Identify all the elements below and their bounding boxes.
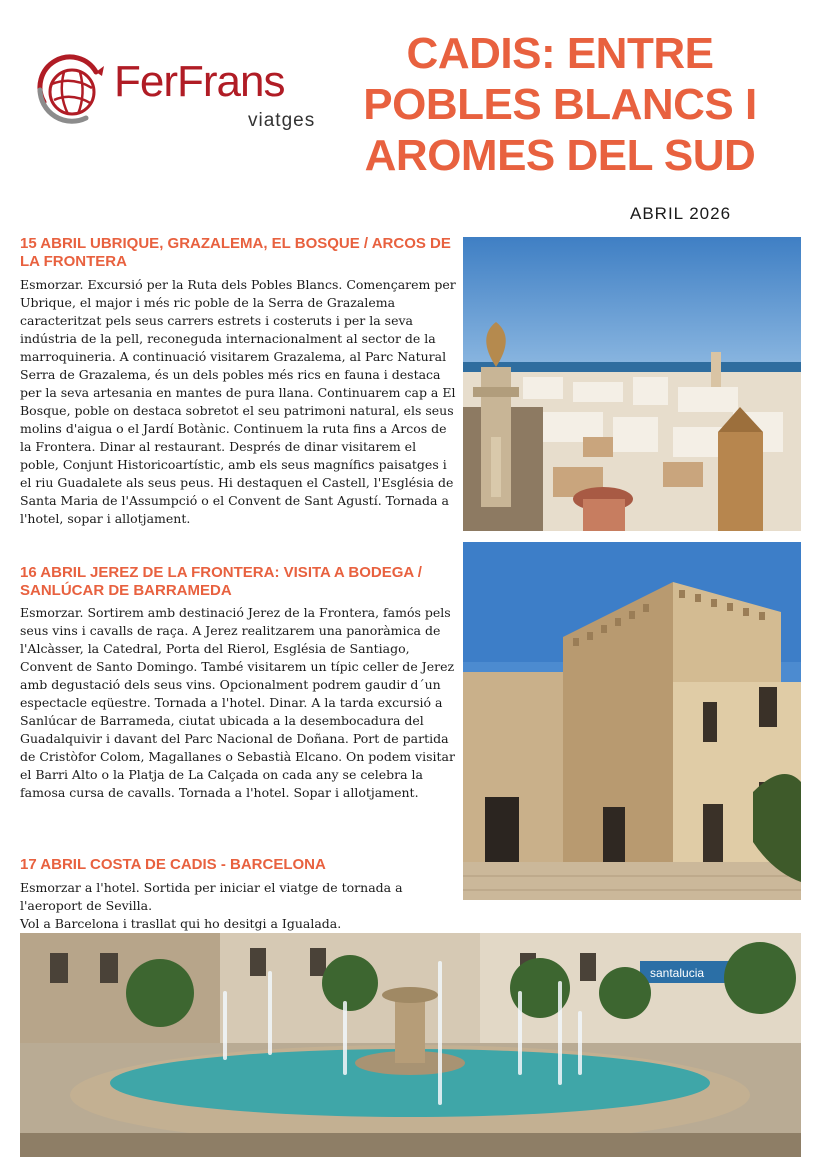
brand-name: FerFrans: [114, 57, 285, 106]
day-3-line: Esmorzar a l'hotel. Sortida per iniciar el viatge de tornada a l'aeroport de Sevilla.: [20, 880, 403, 913]
page-title: [330, 28, 790, 181]
day-3-line: Vol a Barcelona i trasllat qui ho desitgi a Igualada.: [20, 916, 342, 931]
day-3-body: [20, 879, 456, 933]
photo-cadiz-rooftops: [463, 237, 801, 531]
brand-subtitle: viatges: [248, 110, 316, 131]
title-line: POBLES BLANCS I: [363, 80, 757, 129]
day-1-body: Esmorzar. Excursió per la Ruta dels Pobles Blancs. Començarem per Ubrique, el major i més ric poble de la Serra de Grazalema caracteritzat pels seus carrers estrets i costeruts i per la seva indústria de la pell, reconeguda internacionalment al sector de la marroquineria. A continuació visitarem Grazalema, al Parc Natural Serra de Grazalema, és un dels pobles més rics en fauna i destaca per la seva artesania en mantes de pura llana. Continuarem cap a El Bosque, poble on destaca sobretot el seu patrimoni natural, els seus molins d'aigua o el Jardí Botànic. Continuem la ruta fins a Arcos de la Frontera. Dinar al restaurant. Després de dinar visitarem el poble, Conjunt Historicoartístic, amb els seus magnífics paisatges i el riu Guadalete als seus peus. Hi destaquen el Castell, l'Església de Santa Maria de l'Assumpció o el Convent de Sant Agustí. Tornada a l'hotel, sopar i allotjament.: [20, 277, 456, 526]
photo-jerez-alcazar: [463, 542, 801, 900]
globe-icon: [34, 54, 112, 124]
title-line: CADIS: ENTRE: [406, 29, 714, 78]
day-2-title: 16 ABRIL JEREZ DE LA FRONTERA: VISITA A BODEGA / SANLÚCAR DE BARRAMEDA: [20, 564, 422, 599]
day-3-title: 17 ABRIL COSTA DE CADIS - BARCELONA: [20, 856, 326, 873]
brand-logo: [34, 52, 334, 136]
day-2-body: Esmorzar. Sortirem amb destinació Jerez de la Frontera, famós pels seus vins i cavalls de raça. A Jerez realitzarem una panoràmica de l'Alcàsser, la Catedral, Porta del Rierol, Església de Santiago, Convent de Santo Domingo. També visitarem un típic celler de Jerez amb degustació dels seus vins. Opcionalment podrem gaudir d´un espectacle eqüestre. Tornada a l'hotel. Dinar. A la tarda excursió a Sanlúcar de Barrameda, ciutat ubicada a la desembocadura del Guadalquivir i davant del Parc Nacional de Doñana. Port de partida de Cristòfor Colom, Magallanes o Sebastià Elcano. On podem visitar el Barri Alto o la Platja de La Calçada on cada any se celebra la famosa cursa de cavalls. Tornada a l'hotel. Sopar i allotjament.: [20, 605, 455, 800]
shop-sign: santalucia: [650, 966, 705, 980]
photo-plaza-fountain: [20, 933, 801, 1157]
title-line: AROMES DEL SUD: [364, 131, 756, 180]
day-1-title: 15 ABRIL UBRIQUE, GRAZALEMA, EL BOSQUE / ARCOS DE LA FRONTERA: [20, 235, 451, 270]
trip-date: ABRIL 2026: [630, 204, 732, 223]
